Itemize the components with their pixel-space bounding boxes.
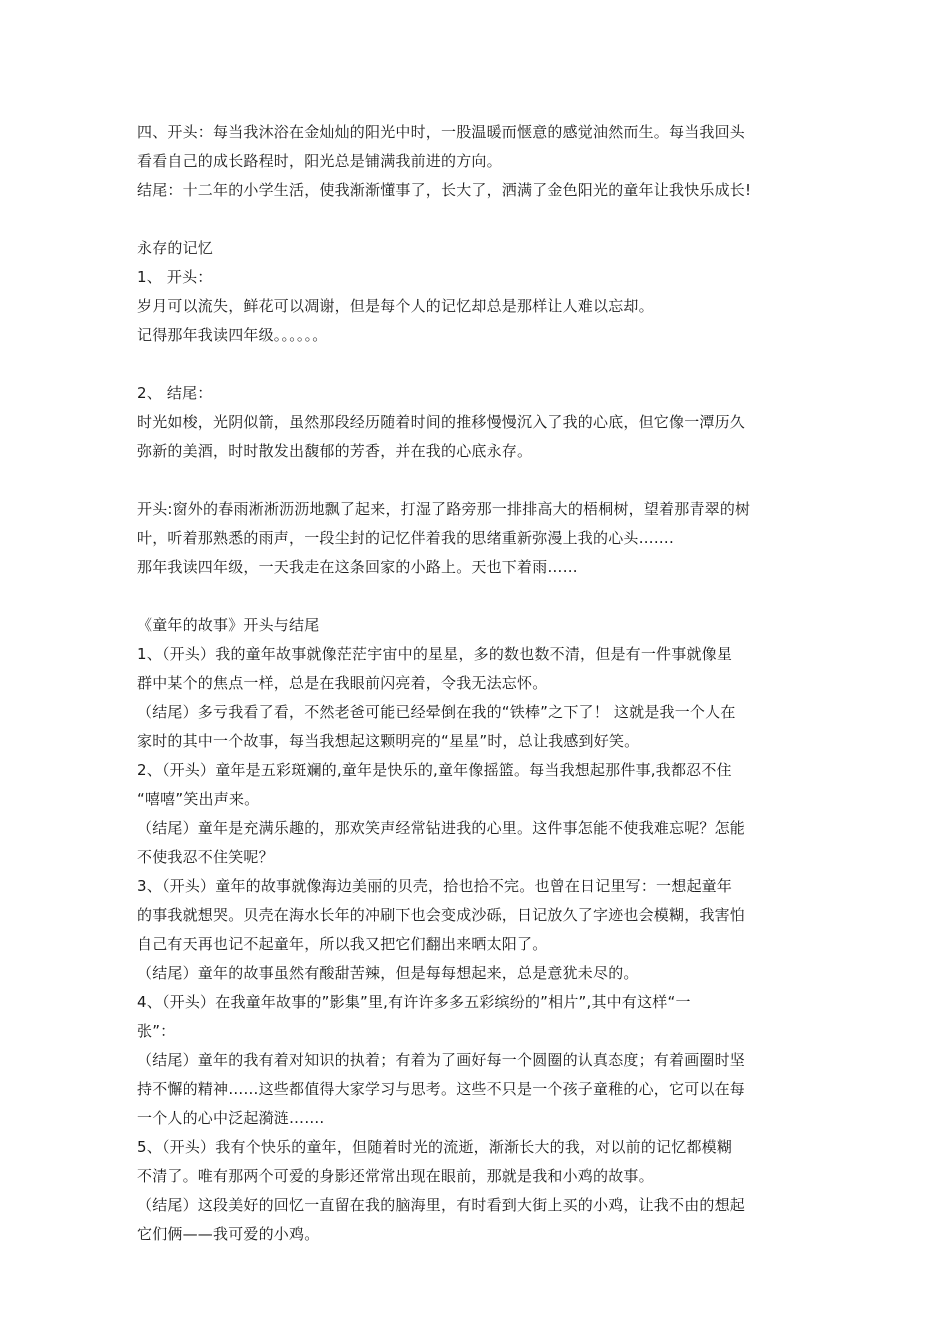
text-line: 5、（开头）我有个快乐的童年，但随着时光的流逝，渐渐长大的我，对以前的记忆都模糊 <box>137 1138 733 1156</box>
text-line: 它们俩——我可爱的小鸡。 <box>137 1225 320 1243</box>
text-line: 弥新的美酒，时时散发出馥郁的芳香，并在我的心底永存。 <box>137 442 533 460</box>
text-line: （结尾）童年的我有着对知识的执着；有着为了画好每一个圆圈的认真态度；有着画圈时坚 <box>137 1051 746 1069</box>
text-line: 2、（开头）童年是五彩斑斓的,童年是快乐的,童年像摇篮。每当我想起那件事,我都忍不住 <box>137 761 732 779</box>
text-line: 1、（开头）我的童年故事就像茫茫宇宙中的星星，多的数也数不清，但是有一件事就像星 <box>137 645 733 663</box>
text-line: 记得那年我读四年级。。。。。。 <box>137 326 328 344</box>
text-line: 1、 开头： <box>137 268 213 286</box>
text-line: 4、（开头）在我童年故事的”影集”里,有许许多多五彩缤纷的”相片”,其中有这样“一 <box>137 993 691 1011</box>
text-line: 2、 结尾： <box>137 384 213 402</box>
text-line: 不使我忍不住笑呢？ <box>137 848 274 866</box>
text-line: 一个人的心中泛起漪涟……. <box>137 1109 325 1127</box>
text-line: 的事我就想哭。贝壳在海水长年的冲刷下也会变成沙砾，日记放久了字迹也会模糊，我害怕 <box>137 906 746 924</box>
document-body <box>137 118 817 1249</box>
text-line: 张”： <box>137 1022 176 1040</box>
blank-line <box>137 350 817 379</box>
text-line: 四、开头：每当我沐浴在金灿灿的阳光中时，一股温暖而惬意的感觉油然而生。每当我回头 <box>137 123 746 141</box>
text-line: 开头:窗外的春雨淅淅沥沥地飘了起来，打湿了路旁那一排排高大的梧桐树，望着那青翠的树 <box>137 500 751 518</box>
text-line: 自己有天再也记不起童年，所以我又把它们翻出来晒太阳了。 <box>137 935 548 953</box>
text-line: 看看自己的成长路程时，阳光总是铺满我前进的方向。 <box>137 152 502 170</box>
text-line: 叶，听着那熟悉的雨声，一段尘封的记忆伴着我的思绪重新弥漫上我的心头……. <box>137 529 674 547</box>
section-heading: 永存的记忆 <box>137 239 214 257</box>
text-line: （结尾）童年是充满乐趣的，那欢笑声经常钻进我的心里。这件事怎能不使我难忘呢？怎能 <box>137 819 746 837</box>
text-line: 家时的其中一个故事，每当我想起这颗明亮的“星星”时，总让我感到好笑。 <box>137 732 640 750</box>
blank-line <box>137 582 817 611</box>
text-line: 持不懈的精神……这些都值得大家学习与思考。这些不只是一个孩子童稚的心，它可以在每 <box>137 1080 746 1098</box>
text-line: 3、（开头）童年的故事就像海边美丽的贝壳，拾也拾不完。也曾在日记里写：一想起童年 <box>137 877 733 895</box>
blank-line <box>137 205 817 234</box>
text-line: “嘻嘻”笑出声来。 <box>137 790 260 808</box>
text-line: 不清了。唯有那两个可爱的身影还常常出现在眼前，那就是我和小鸡的故事。 <box>137 1167 654 1185</box>
text-line: 那年我读四年级，一天我走在这条回家的小路上。天也下着雨…… <box>137 558 578 576</box>
text-line: 时光如梭，光阴似箭，虽然那段经历随着时间的推移慢慢沉入了我的心底，但它像一潭历久 <box>137 413 746 431</box>
text-line: 结尾：十二年的小学生活，使我渐渐懂事了，长大了，洒满了金色阳光的童年让我快乐成长! <box>137 181 752 199</box>
section-heading: 《童年的故事》开头与结尾 <box>137 616 320 634</box>
text-line: （结尾）多亏我看了看，不然老爸可能已经晕倒在我的“铁棒”之下了！ 这就是我一个人在 <box>137 703 736 721</box>
blank-line <box>137 466 817 495</box>
text-line: （结尾）这段美好的回忆一直留在我的脑海里，有时看到大街上买的小鸡，让我不由的想起 <box>137 1196 746 1214</box>
text-line: （结尾）童年的故事虽然有酸甜苦辣，但是每每想起来，总是意犹未尽的。 <box>137 964 639 982</box>
text-line: 岁月可以流失，鲜花可以凋谢，但是每个人的记忆却总是那样让人难以忘却。 <box>137 297 654 315</box>
text-line: 群中某个的焦点一样，总是在我眼前闪亮着，令我无法忘怀。 <box>137 674 548 692</box>
